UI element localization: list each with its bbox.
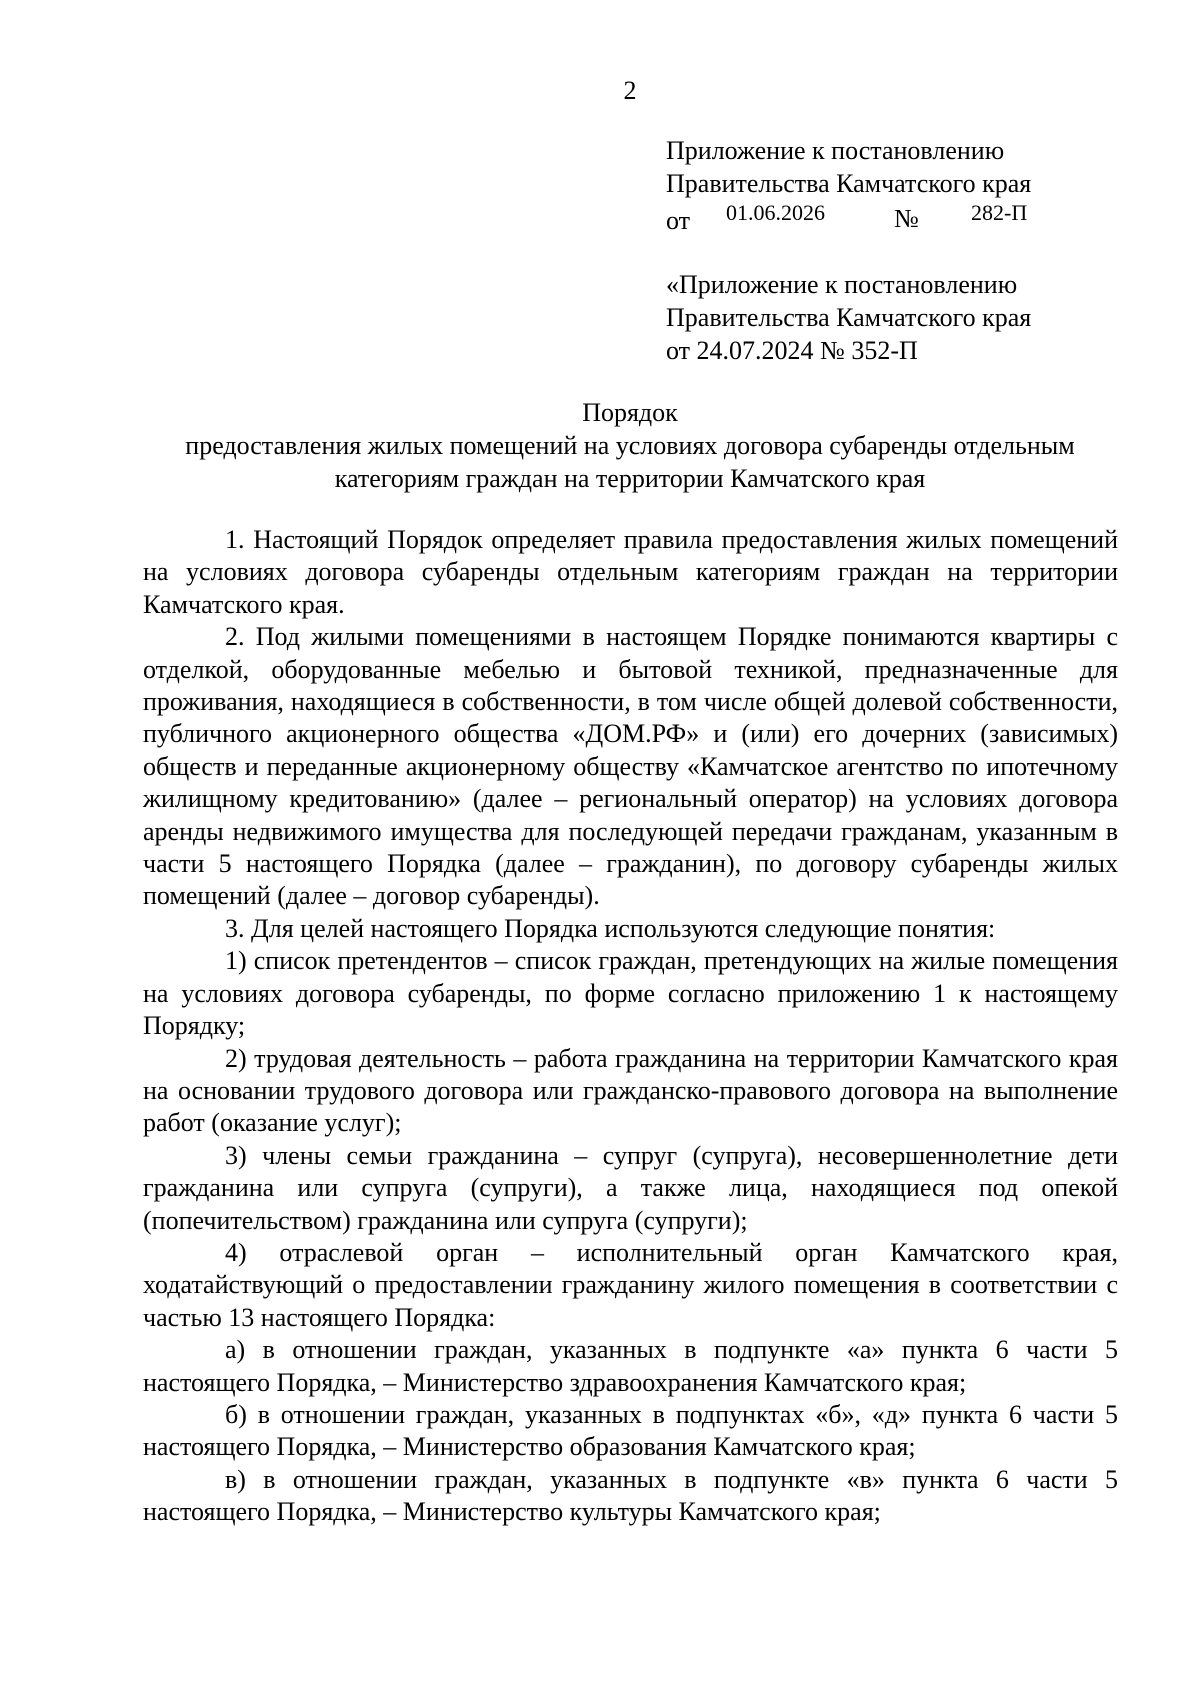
paragraph-2: 2. Под жилыми помещениями в настоящем Порядке понимаются квартиры с отделкой, оборудованные мебелью и бытовой техникой, предназначенные для проживания, находящиеся в собственности, в том числе общей долевой собственности, публичного акционерного общества «ДОМ.РФ» и (или) его дочерних (зависимых) обществ и переданные акционерному обществу «Камчатское агентство по ипотечному жилищному кредитованию» (далее – региональный оператор) на условиях договора аренды недвижимого имущества для последующей передачи гражданам, указанным в части 5 настоящего Порядка (далее – гражданин), по договору субаренды жилых помещений (далее – договор субаренды). [143, 622, 1118, 911]
annex-line-2: Правительства Камчатского края [666, 169, 1032, 198]
annex-date: 01.06.2026 [726, 200, 825, 225]
title-line-1: Порядок [582, 398, 678, 427]
annex-header-original [666, 268, 1031, 367]
original-annex-line-3: от 24.07.2024 № 352-П [666, 336, 918, 365]
paragraph-3-item-4-b: б) в отношении граждан, указанных в подпунктах «б», «д» пункта 6 части 5 настоящего Порядка, – Министерство образования Камчатского края; [143, 1399, 1118, 1462]
page-number: 2 [623, 76, 637, 105]
paragraph-3-item-4-v: в) в отношении граждан, указанных в подпункте «в» пункта 6 части 5 настоящего Порядка, – Министерство культуры Камчатского края; [143, 1464, 1118, 1527]
document-body [143, 524, 1118, 1529]
annex-line-1: Приложение к постановлению [666, 136, 1005, 165]
document-title [140, 396, 1120, 495]
annex-date-line [666, 200, 1031, 233]
paragraph-3-item-4-a: а) в отношении граждан, указанных в подпункте «а» пункта 6 части 5 настоящего Порядка, – Министерство здравоохранения Камчатского края; [143, 1335, 1118, 1397]
original-annex-line-1: «Приложение к постановлению [666, 270, 1018, 299]
paragraph-3-item-2: 2) трудовая деятельность – работа гражданина на территории Камчатского края на основании трудового договора или гражданско-правового договора на выполнение работ (оказание услуг); [143, 1043, 1118, 1138]
paragraph-3-item-4: 4) отраслевой орган – исполнительный орган Камчатского края, ходатайствующий о предоставлении гражданину жилого помещения в соответствии с частью 13 настоящего Порядка: [143, 1237, 1118, 1332]
annex-number-label: № [894, 204, 919, 233]
annex-from-label: от [666, 206, 691, 235]
original-annex-line-2: Правительства Камчатского края [666, 303, 1032, 332]
paragraph-3-item-3: 3) члены семьи гражданина – супруг (супруга), несовершеннолетние дети гражданина или супруга (супруги), а также лица, находящиеся под опекой (попечительством) гражданина или супруга (супруги); [143, 1140, 1118, 1235]
title-line-3: категориям граждан на территории Камчатского края [334, 464, 926, 493]
annex-number: 282-П [971, 200, 1028, 225]
paragraph-1: 1. Настоящий Порядок определяет правила предоставления жилых помещений на условиях договора субаренды отдельным категориям граждан на территории Камчатского края. [143, 525, 1118, 619]
title-line-2: предоставления жилых помещений на условиях договора субаренды отдельным [185, 431, 1075, 460]
annex-header-current [666, 134, 1031, 233]
paragraph-3-item-1: 1) список претендентов – список граждан, претендующих на жилые помещения на условиях договора субаренды, по форме согласно приложению 1 к настоящему Порядку; [143, 946, 1118, 1041]
paragraph-3: 3. Для целей настоящего Порядка используются следующие понятия: [225, 913, 996, 943]
